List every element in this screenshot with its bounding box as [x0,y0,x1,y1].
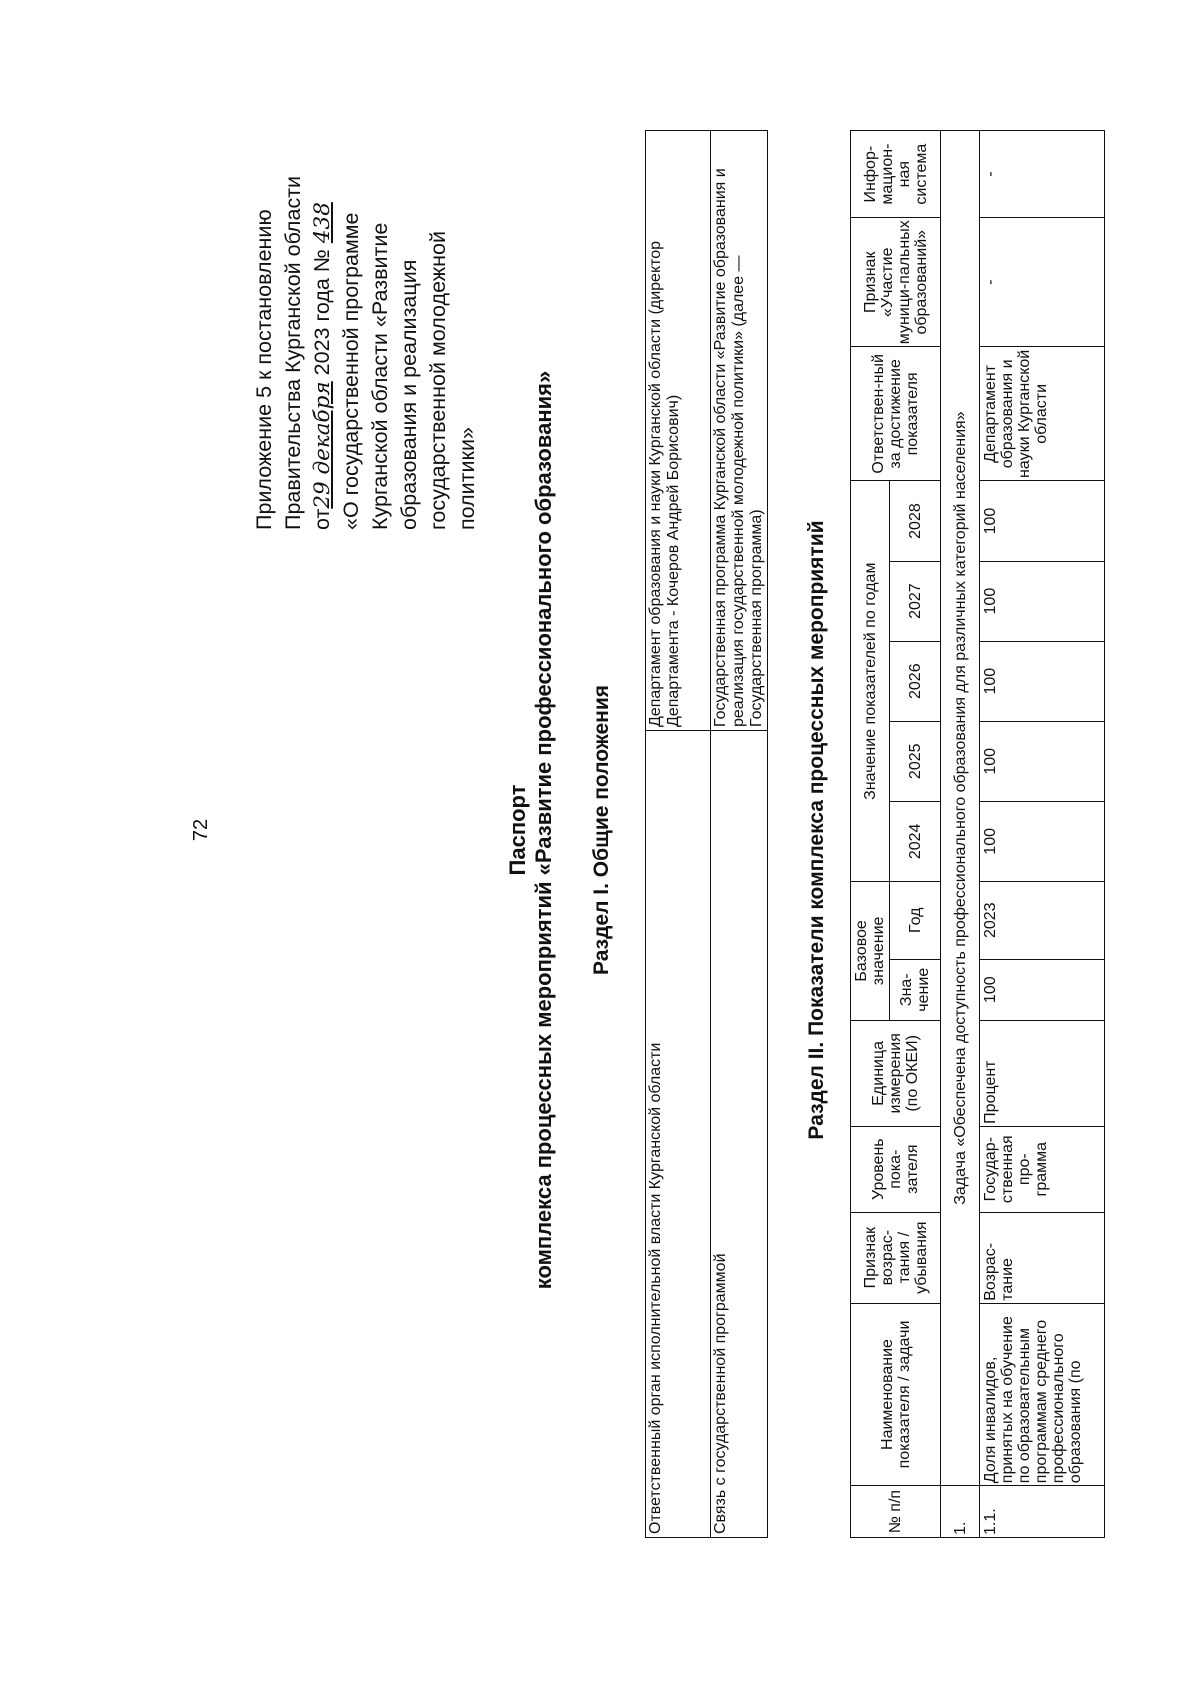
header-base-value: Зна-чение [890,959,941,1020]
indicators-table [850,130,1105,1538]
row-base-year: 2023 [980,881,1105,959]
row-num: 1.1. [980,1486,1105,1538]
approval-line: Правительства Курганской области [281,175,305,530]
header-name: Наименование показателя / задачи [851,1303,941,1485]
row-value: Департамент образования и науки Курганской области (директор Департамента - Кочеров Андрей Борисович) [646,131,711,731]
row-year-value: 100 [980,481,1105,561]
task-num: 1. [941,1486,980,1538]
header-year: 2028 [890,481,941,561]
section1-title: Раздел I. Общие положения [590,685,613,975]
approval-block [250,60,482,530]
header-info-system: Инфор-мацион-ная система [851,131,941,218]
header-base: Базовое значение [851,881,890,1020]
page-number: 72 [190,818,212,842]
header-base-year: Год [890,881,941,959]
header-sign: Признак возрас-тания / убывания [851,1212,941,1303]
header-row [851,131,890,1538]
row-year-value: 100 [980,561,1105,641]
general-provisions-table [645,130,768,1538]
approval-line: образования и реализация [397,259,421,530]
header-num: № п/п [851,1486,941,1538]
header-responsible: Ответствен-ный за достижение показателя [851,347,941,481]
header-unit: Единица измерения (по ОКЕИ) [851,1020,941,1126]
section2-title: Раздел II. Показатели комплекса процессных мероприятий [805,520,828,1140]
row-year-value: 100 [980,641,1105,721]
passport-title: Паспорт [505,784,530,876]
row-label: Связь с государственной программой [711,731,768,1538]
row-municipal: - [980,218,1105,347]
row-responsible: Департамент образования и науки Курганской области [980,347,1105,481]
approval-line: государственной молодежной [426,230,450,530]
header-level: Уровень пока-зателя [851,1126,941,1212]
row-level: Государ-ственная про-грамма [980,1126,1105,1212]
header-year: 2026 [890,641,941,721]
approval-line: политики» [455,427,479,530]
task-text: Задача «Обеспечена доступность профессионального образования для различных категорий населения» [941,131,980,1486]
header-year: 2025 [890,721,941,801]
passport-subtitle: комплекса процессных мероприятий «Развитие профессионального образования» [531,370,556,1290]
table-row [646,131,711,1538]
task-row [941,131,980,1538]
row-label: Ответственный орган исполнительной власти Курганской области [646,731,711,1538]
header-year: 2024 [890,801,941,881]
row-sign: Возрас-тание [980,1212,1105,1303]
handwritten-number: 438 [310,202,335,244]
header-values-by-year: Значение показателей по годам [851,481,890,881]
table-row [711,131,768,1538]
row-unit: Процент [980,1020,1105,1126]
row-info-system: - [980,131,1105,218]
header-municipal: Признак «Участие муници-пальных образований» [851,218,941,347]
row-value: Государственная программа Курганской области «Развитие образования и реализация государственной молодежной политики» (далее — Государственная программа) [711,131,768,731]
table-row [980,131,1105,1538]
approval-line: Приложение 5 к постановлению [252,209,276,530]
row-base-value: 100 [980,959,1105,1020]
row-name: Доля инвалидов, принятых на обучение по образовательным программам среднего профессионального образования (по [980,1303,1105,1485]
header-year: 2027 [890,561,941,641]
approval-line: «О государственной программе [339,212,363,530]
row-year-value: 100 [980,801,1105,881]
row-year-value: 100 [980,721,1105,801]
approval-date-line: от29 декабря 2023 года № 438 [310,202,335,530]
rotated-page [190,50,1150,1610]
approval-line: Курганской области «Развитие [368,222,392,530]
handwritten-date: 29 декабря [310,381,335,509]
